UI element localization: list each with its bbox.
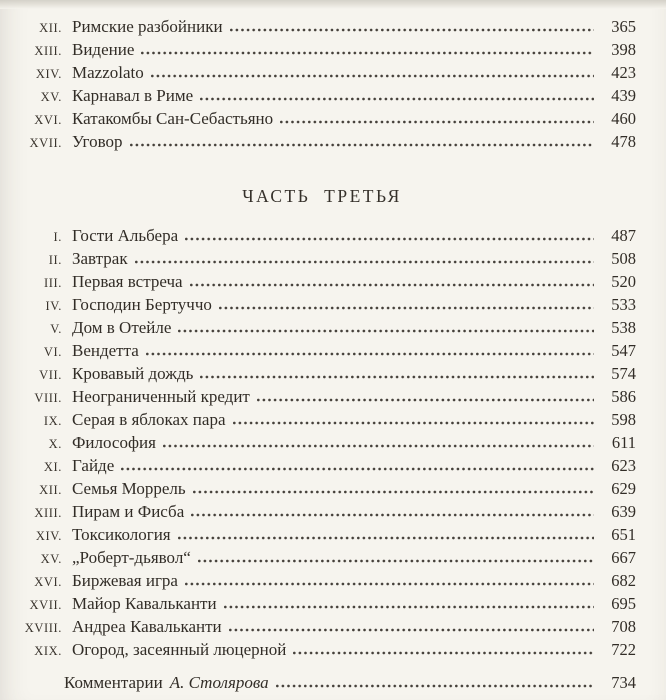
toc-entry (8, 569, 636, 592)
toc-entry (8, 385, 636, 408)
chapter-title: Гайде (72, 456, 115, 475)
page-number: 629 (611, 479, 636, 498)
chapter-numeral: III. (43, 276, 62, 290)
page-number: 623 (611, 456, 636, 475)
dot-leader (193, 477, 594, 494)
chapter-numeral: XI. (43, 460, 62, 474)
chapter-title: Первая встреча (72, 272, 183, 291)
chapter-numeral: IV. (45, 299, 62, 313)
chapter-numeral: XVII. (29, 598, 62, 612)
chapter-numeral: V. (50, 322, 62, 336)
toc-entry (8, 15, 636, 38)
toc-entry (8, 477, 636, 500)
toc-entry (8, 546, 636, 569)
chapter-numeral: XIII. (34, 44, 62, 58)
page-number: 695 (611, 594, 636, 613)
chapter-title: Майор Кавальканти (72, 594, 217, 613)
page-number: 508 (611, 249, 636, 268)
dot-leader (224, 592, 594, 609)
toc-entry (8, 270, 636, 293)
chapter-numeral: X. (48, 437, 62, 451)
page-number: 639 (611, 502, 636, 521)
chapter-title: Огород, засеянный люцерной (72, 640, 287, 659)
page-number: 547 (611, 341, 636, 360)
chapter-title: Пирам и Фисба (72, 502, 185, 521)
dot-leader (276, 671, 594, 688)
chapter-numeral: XVIII. (24, 621, 62, 635)
page-number: 487 (611, 226, 636, 245)
chapter-numeral: I. (53, 230, 62, 244)
dot-leader (293, 638, 594, 655)
part-heading: ЧАСТЬ ТРЕТЬЯ (242, 186, 402, 206)
dot-leader (219, 293, 594, 310)
chapter-title: Вендетта (72, 341, 139, 360)
dot-leader (229, 615, 594, 632)
dot-leader (130, 130, 594, 147)
page-number: 667 (611, 548, 636, 567)
toc-entry (8, 638, 636, 661)
dot-leader (257, 385, 594, 402)
chapter-title: Андреа Кавальканти (72, 617, 222, 636)
dot-leader (190, 270, 594, 287)
dot-leader (191, 500, 594, 517)
page-number: 538 (611, 318, 636, 337)
page-number: 478 (611, 132, 636, 151)
chapter-title: Карнавал в Риме (72, 86, 194, 105)
dot-leader (200, 362, 594, 379)
chapter-numeral: VI. (43, 345, 62, 359)
dot-leader (121, 454, 594, 471)
page-number: 598 (611, 410, 636, 429)
dot-leader (185, 569, 594, 586)
chapter-title: Уговор (72, 132, 123, 151)
chapter-title: Токсикология (72, 525, 171, 544)
dot-leader (141, 38, 594, 55)
chapter-title: Видение (72, 40, 135, 59)
page-number: 734 (611, 673, 636, 692)
chapter-numeral: XVII. (29, 136, 62, 150)
chapter-numeral: XIV. (35, 529, 62, 543)
chapter-title: Завтрак (72, 249, 128, 268)
page-number: 682 (611, 571, 636, 590)
chapter-title: Катакомбы Сан-Себастьяно (72, 109, 274, 128)
toc-entry (8, 339, 636, 362)
chapter-title: Серая в яблоках пара (72, 410, 226, 429)
page-number: 439 (611, 86, 636, 105)
toc-entry (8, 362, 636, 385)
toc-entry (8, 454, 636, 477)
toc-entry (8, 293, 636, 316)
page-number: 722 (611, 640, 636, 659)
toc-section-part2 (8, 15, 636, 153)
commentary-author: А. Столярова (169, 673, 269, 692)
dot-leader (151, 61, 594, 78)
chapter-numeral: XIX. (34, 644, 62, 658)
toc-entry (8, 107, 636, 130)
chapter-numeral: VII. (39, 368, 62, 382)
toc-entry (8, 500, 636, 523)
toc-entry (8, 84, 636, 107)
page-number: 574 (611, 364, 636, 383)
commentary-label: Комментарии (64, 673, 163, 692)
chapter-title: Гости Альбера (72, 226, 179, 245)
page-number: 586 (611, 387, 636, 406)
page-number: 398 (611, 40, 636, 59)
page-number: 460 (611, 109, 636, 128)
dot-leader (185, 224, 594, 241)
chapter-numeral: VIII. (34, 391, 62, 405)
dot-leader (178, 316, 594, 333)
chapter-title: Кровавый дождь (72, 364, 194, 383)
toc-section-part3 (8, 224, 636, 661)
chapter-numeral: II. (48, 253, 62, 267)
chapter-numeral: XV. (40, 552, 62, 566)
dot-leader (198, 546, 594, 563)
dot-leader (135, 247, 594, 264)
toc-entry (8, 130, 636, 153)
page-number: 365 (611, 17, 636, 36)
page-number: 533 (611, 295, 636, 314)
page-number: 611 (611, 433, 636, 452)
toc-entry (8, 615, 636, 638)
chapter-numeral: XII. (39, 21, 62, 35)
toc-entry (8, 431, 636, 454)
toc-entry (8, 38, 636, 61)
commentary-entry (8, 671, 636, 694)
page-number: 423 (611, 63, 636, 82)
chapter-title: Mazzolato (72, 63, 144, 82)
chapter-title: Философия (72, 433, 156, 452)
chapter-numeral: IX. (43, 414, 62, 428)
dot-leader (178, 523, 594, 540)
toc-entry (8, 523, 636, 546)
toc-entry (8, 247, 636, 270)
chapter-title: Господин Бертуччо (72, 295, 212, 314)
toc-entry (8, 61, 636, 84)
chapter-numeral: XVI. (34, 113, 62, 127)
chapter-title: Дом в Отейле (72, 318, 172, 337)
chapter-numeral: XVI. (34, 575, 62, 589)
chapter-title: Неограниченный кредит (72, 387, 250, 406)
chapter-title: Биржевая игра (72, 571, 178, 590)
toc-entry (8, 224, 636, 247)
page-number: 651 (611, 525, 636, 544)
page-number: 708 (611, 617, 636, 636)
chapter-title: Римские разбойники (72, 17, 223, 36)
page-number: 520 (611, 272, 636, 291)
dot-leader (163, 431, 594, 448)
chapter-numeral: XIV. (35, 67, 62, 81)
toc-entry (8, 592, 636, 615)
chapter-title: „Роберт-дьявол“ (72, 548, 191, 567)
dot-leader (146, 339, 594, 356)
toc-entry (8, 408, 636, 431)
toc-entry (8, 316, 636, 339)
dot-leader (230, 15, 594, 32)
chapter-numeral: XV. (40, 90, 62, 104)
chapter-numeral: XIII. (34, 506, 62, 520)
dot-leader (233, 408, 595, 425)
dot-leader (280, 107, 594, 124)
chapter-numeral: XII. (39, 483, 62, 497)
dot-leader (200, 84, 594, 101)
chapter-title: Семья Моррель (72, 479, 186, 498)
